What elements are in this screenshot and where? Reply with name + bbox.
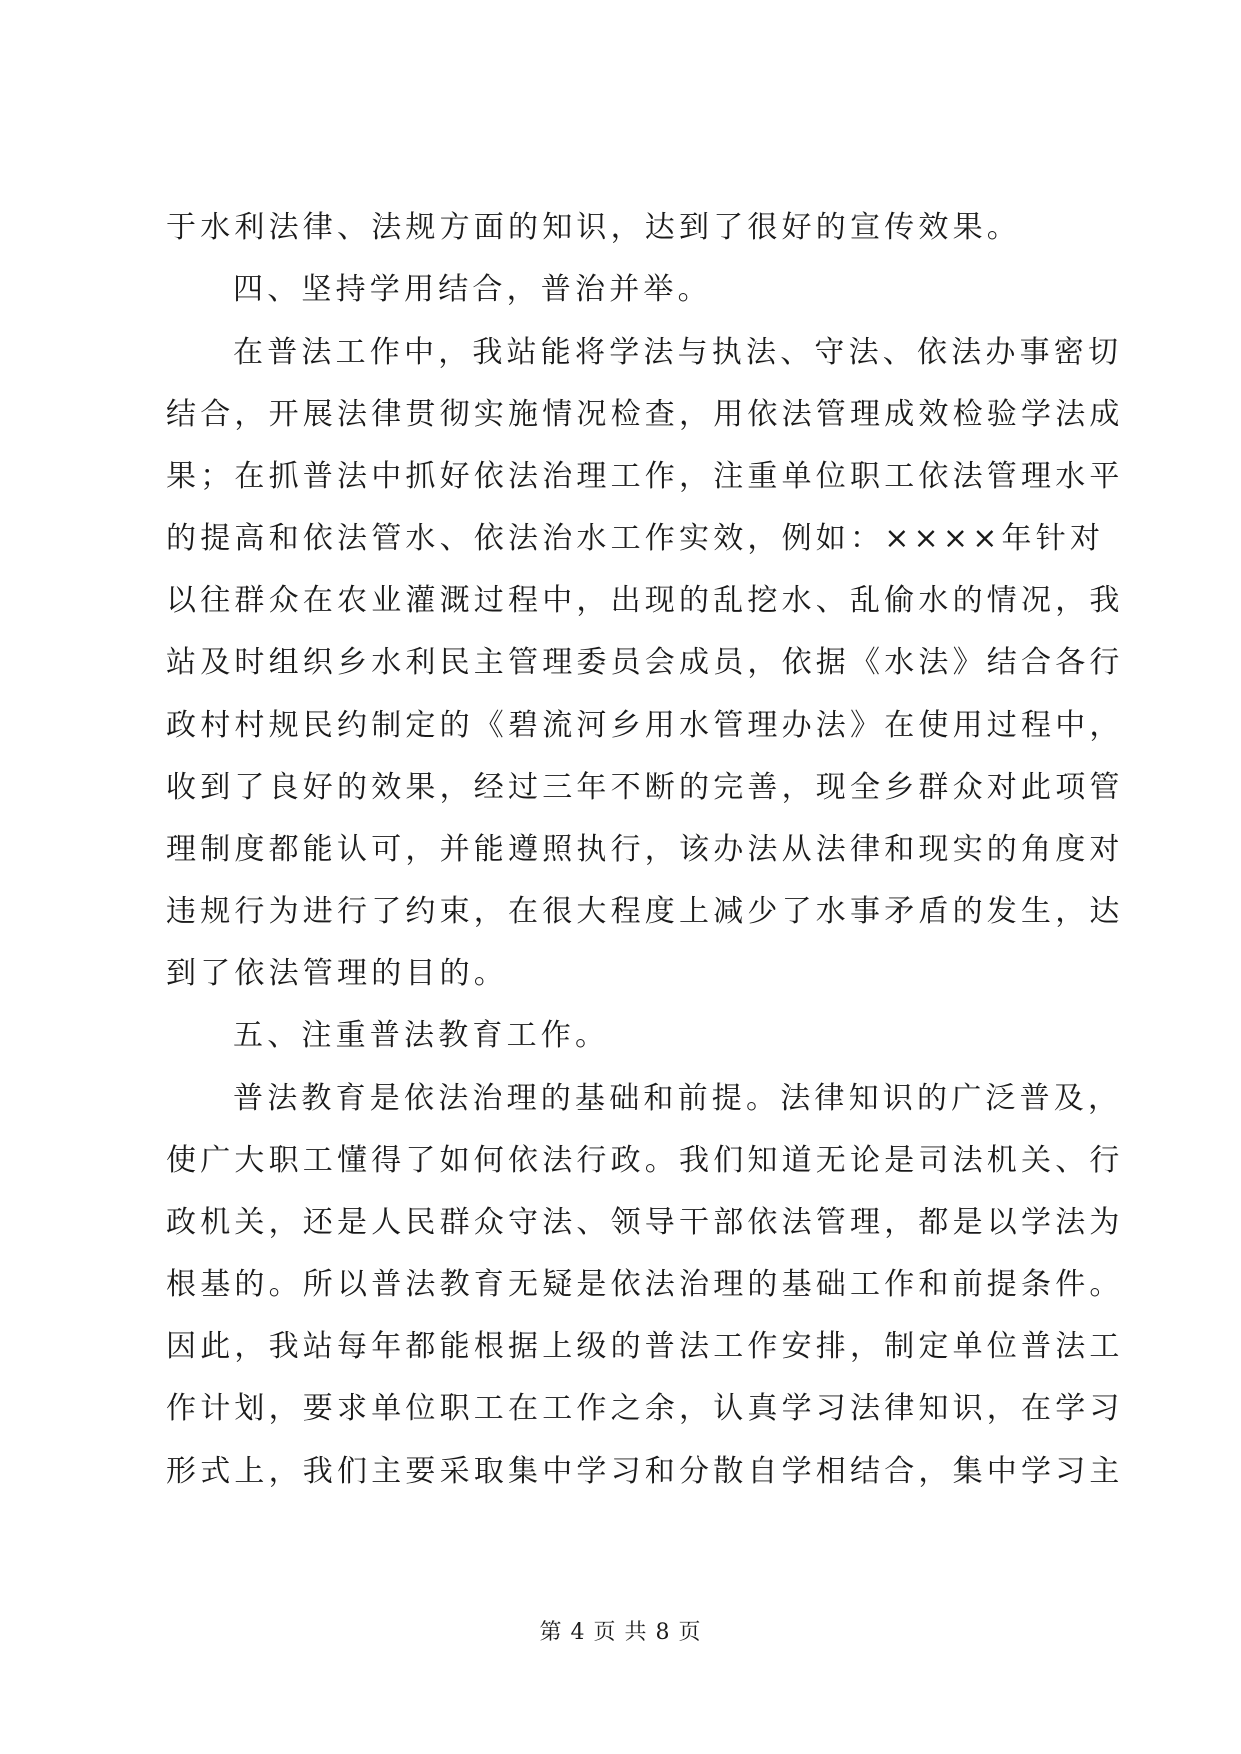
text-line-15: 普法教育是依法治理的基础和前提。法律知识的广泛普及，: [233, 1081, 1123, 1116]
text-line-6: 的提高和依法管水、依法治水工作实效，例如：××××年针对: [166, 521, 1105, 556]
text-line-21: 形式上，我们主要采取集中学习和分散自学相结合，集中学习主: [166, 1454, 1124, 1489]
text-line-10: 收到了良好的效果，经过三年不断的完善，现全乡群众对此项管: [166, 770, 1124, 805]
text-line-9: 政村村规民约制定的《碧流河乡用水管理办法》在使用过程中，: [166, 708, 1124, 743]
text-line-17: 政机关，还是人民群众守法、领导干部依法管理，都是以学法为: [166, 1205, 1124, 1240]
text-line-5: 果；在抓普法中抓好依法治理工作，注重单位职工依法管理水平: [166, 459, 1124, 494]
text-line-11: 理制度都能认可，并能遵照执行，该办法从法律和现实的角度对: [166, 832, 1124, 867]
text-line-7: 以往群众在农业灌溉过程中，出现的乱挖水、乱偷水的情况，我: [166, 583, 1124, 618]
text-line-18: 根基的。所以普法教育无疑是依法治理的基础工作和前提条件。: [166, 1267, 1124, 1302]
section-heading-5: 五、注重普法教育工作。: [233, 1018, 610, 1053]
page-number-footer: 第 4 页 共 8 页: [539, 1620, 702, 1645]
text-line-12: 违规行为进行了约束，在很大程度上减少了水事矛盾的发生，达: [166, 894, 1124, 929]
text-line-1: 于水利法律、法规方面的知识，达到了很好的宣传效果。: [166, 210, 1021, 245]
text-line-13: 到了依法管理的目的。: [166, 956, 508, 991]
text-line-19: 因此，我站每年都能根据上级的普法工作安排，制定单位普法工: [166, 1329, 1124, 1364]
text-line-16: 使广大职工懂得了如何依法行政。我们知道无论是司法机关、行: [166, 1143, 1124, 1178]
text-line-3: 在普法工作中，我站能将学法与执法、守法、依法办事密切: [233, 335, 1123, 370]
text-line-8: 站及时组织乡水利民主管理委员会成员，依据《水法》结合各行: [166, 645, 1124, 680]
text-line-4: 结合，开展法律贯彻实施情况检查，用依法管理成效检验学法成: [166, 397, 1124, 432]
text-line-20: 作计划，要求单位职工在工作之余，认真学习法律知识，在学习: [166, 1391, 1124, 1426]
section-heading-4: 四、坚持学用结合，普治并举。: [233, 272, 712, 307]
